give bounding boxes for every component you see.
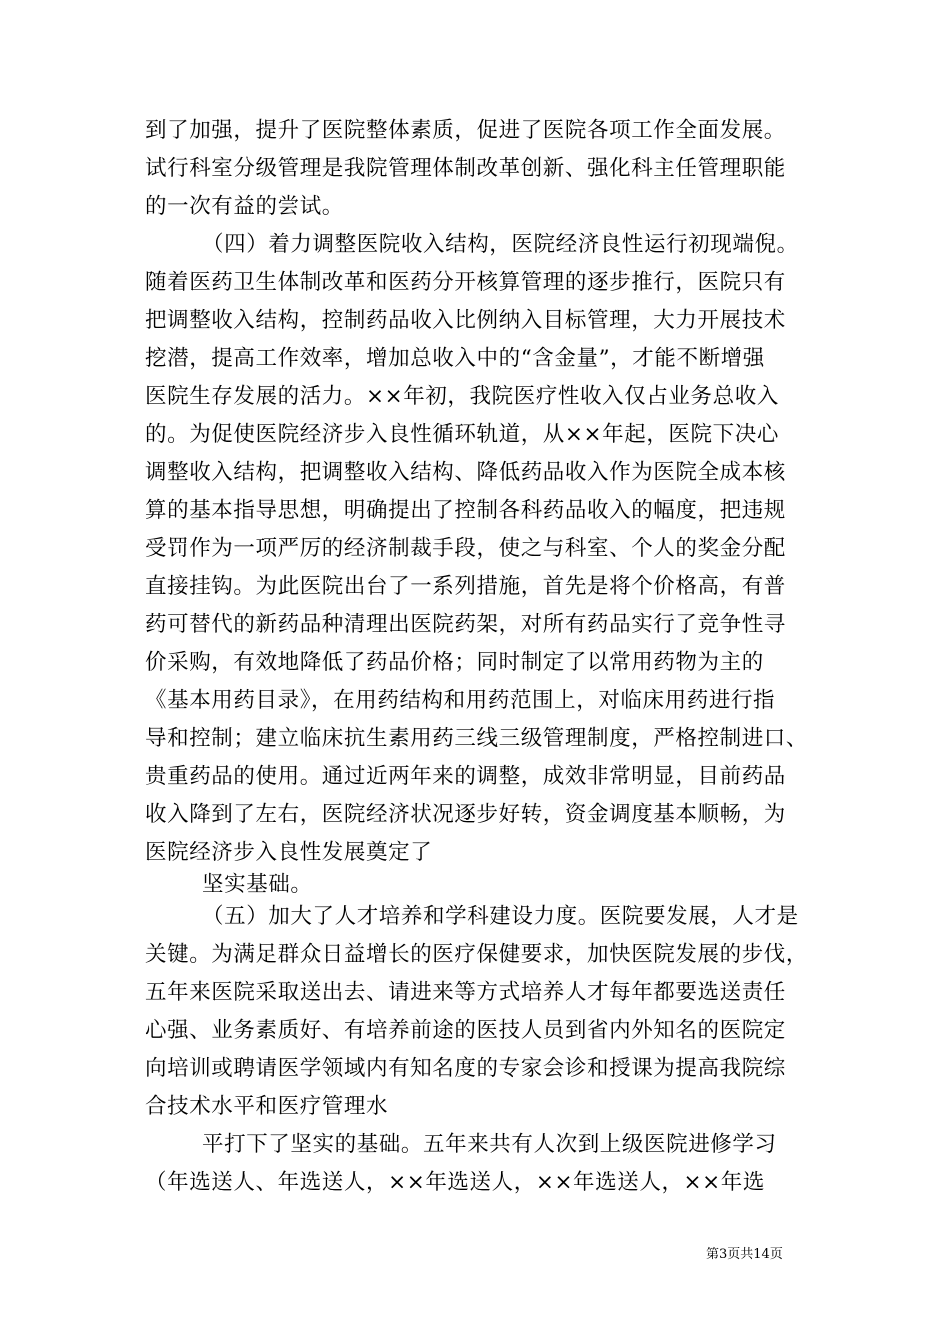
text-line: 随着医药卫生体制改革和医药分开核算管理的逐步推行，医院只有 <box>145 270 786 295</box>
text-line: 坚实基础。 <box>202 872 313 897</box>
text-line: 直接挂钩。为此医院出台了一系列措施，首先是将个价格高，有普 <box>145 574 786 599</box>
text-line: （年选送人、年选送人，××年选送人，××年选送人，××年选 <box>145 1170 765 1195</box>
text-line: 合技术水平和医疗管理水 <box>145 1094 389 1119</box>
text-line: 五年来医院采取送出去、请进来等方式培养人才每年都要选送责任 <box>145 980 786 1005</box>
text-line: 受罚作为一项严厉的经济制裁手段，使之与科室、个人的奖金分配 <box>145 536 786 561</box>
text-line: 算的基本指导思想，明确提出了控制各科药品收入的幅度，把违规 <box>145 498 786 523</box>
page-number: 第3页共14页 <box>706 1247 783 1262</box>
text-line: 的一次有益的尝试。 <box>145 194 344 219</box>
text-line: 心强、业务素质好、有培养前途的医技人员到省内外知名的医院定 <box>145 1018 786 1043</box>
text-line: 《基本用药目录》，在用药结构和用药范围上，对临床用药进行指 <box>145 688 776 713</box>
text-line: （五）加大了人才培养和学科建设力度。医院要发展，人才是 <box>202 904 799 929</box>
text-line: （四）着力调整医院收入结构，医院经济良性运行初现端倪。 <box>202 232 799 257</box>
text-line: 贵重药品的使用。通过近两年来的调整，成效非常明显，目前药品 <box>145 764 786 789</box>
text-line: 的。为促使医院经济步入良性循环轨道，从××年起，医院下决心 <box>145 422 779 447</box>
text-line: 平打下了坚实的基础。五年来共有人次到上级医院进修学习 <box>202 1132 777 1157</box>
text-line: 导和控制；建立临床抗生素用药三线三级管理制度，严格控制进口、 <box>145 726 809 751</box>
text-line: 关键。为满足群众日益增长的医疗保健要求，加快医院发展的步伐， <box>145 942 809 967</box>
text-line: 医院生存发展的活力。××年初，我院医疗性收入仅占业务总收入 <box>145 384 779 409</box>
text-line: 药可替代的新药品种清理出医院药架，对所有药品实行了竞争性寻 <box>145 612 786 637</box>
text-line: 到了加强，提升了医院整体素质，促进了医院各项工作全面发展。 <box>145 118 786 143</box>
text-line: 向培训或聘请医学领域内有知名度的专家会诊和授课为提高我院综 <box>145 1056 786 1081</box>
text-line: 医院经济步入良性发展奠定了 <box>145 840 433 865</box>
text-line: 挖潜，提高工作效率，增加总收入中的“含金量”，才能不断增强 <box>145 346 765 371</box>
text-line: 调整收入结构，把调整收入结构、降低药品收入作为医院全成本核 <box>145 460 786 485</box>
text-line: 试行科室分级管理是我院管理体制改革创新、强化科主任管理职能 <box>145 156 786 181</box>
text-line: 收入降到了左右，医院经济状况逐步好转，资金调度基本顺畅，为 <box>145 802 786 827</box>
text-line: 把调整收入结构，控制药品收入比例纳入目标管理，大力开展技术 <box>145 308 786 333</box>
text-line: 价采购，有效地降低了药品价格；同时制定了以常用药物为主的 <box>145 650 764 675</box>
